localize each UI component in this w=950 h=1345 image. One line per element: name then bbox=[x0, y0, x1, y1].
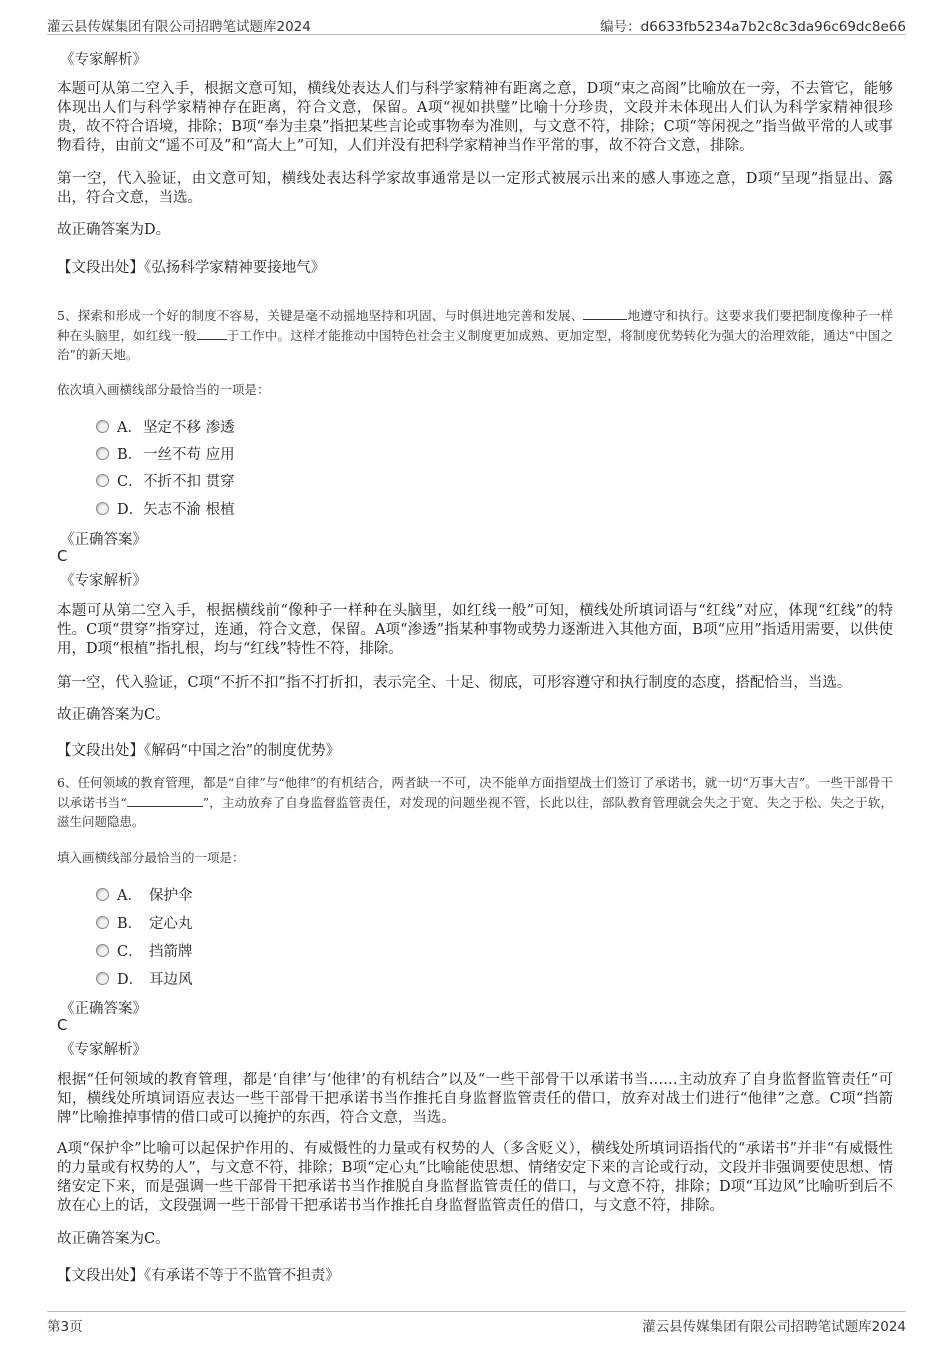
answer-text: 故正确答案为C。 bbox=[57, 707, 170, 723]
header-doc-id: 编号：d6633fb5234a7b2c8c3da96c69dc8e66 bbox=[600, 19, 906, 35]
correct-answer-label: 《正确答案》 bbox=[60, 1001, 147, 1017]
answer-statement bbox=[57, 706, 893, 725]
question-prompt: 依次填入画横线部分最恰当的一项是： bbox=[57, 382, 270, 397]
analysis-text: 根据“任何领域的教育管理，都是‘自律’与‘他律’的有机结合”以及“一些干部骨干以承诺书当……主动放弃了自身监督监管责任”可知，横线处所填词语应表达一些干部骨干把承诺书当作推托自身监督监管责任的借口，放弃对战士们进行“他律”之意。C项“挡箭牌”比喻推掉事情的借口或可以掩护的东西，符合文意，当选。 bbox=[57, 1072, 893, 1126]
radio-icon[interactable] bbox=[96, 972, 109, 985]
answer-text: 故正确答案为C。 bbox=[57, 1231, 170, 1247]
option-letter: B． bbox=[117, 447, 143, 463]
stem-part: ”，主动放弃了自身监督监管责任，对发现的问题坐视不管，长此以往，部队教育管理就会失之于宽、失之于松、失之于软，滋生问题隐患。 bbox=[57, 794, 893, 829]
radio-icon[interactable] bbox=[96, 502, 109, 515]
option-letter: A． bbox=[117, 888, 142, 904]
option-text: 一丝不苟 应用 bbox=[143, 447, 235, 463]
option-letter: C． bbox=[117, 944, 143, 960]
analysis-paragraph bbox=[57, 170, 893, 208]
option-text: 不折不扣 贯穿 bbox=[143, 474, 235, 490]
radio-icon[interactable] bbox=[96, 916, 109, 929]
option-letter: C． bbox=[117, 474, 143, 490]
correct-answer-label: 《正确答案》 bbox=[60, 532, 147, 548]
footer-title: 灌云县传媒集团有限公司招聘笔试题库2024 bbox=[642, 1319, 906, 1335]
header-title: 灌云县传媒集团有限公司招聘笔试题库2024 bbox=[47, 19, 311, 35]
radio-icon[interactable] bbox=[96, 888, 109, 901]
stem-part: 5、探索和形成一个好的制度不容易，关键是毫不动摇地坚持和巩固、与时俱进地完善和发展、 bbox=[57, 308, 584, 323]
stem-part: 地遵守和执行。这要求我们要把制度像种子一样种在头脑里，如红线一般 bbox=[57, 308, 893, 343]
analysis-text: 第一空，代入验证，C项“不折不扣”指不打折扣，表示完全、十足、彻底，可形容遵守和执行制度的态度，搭配恰当，当选。 bbox=[57, 675, 852, 691]
question-5-stem bbox=[57, 306, 893, 365]
option-letter: D． bbox=[117, 502, 144, 518]
page-number: 第3页 bbox=[47, 1319, 83, 1335]
option-text: 坚定不移 渗透 bbox=[143, 420, 235, 436]
analysis-text: 第一空，代入验证，由文意可知，横线处表达科学家故事通常是以一定形式被展示出来的感人事迹之意，D项“呈现”指显出、露出，符合文意，当选。 bbox=[57, 171, 893, 206]
option-letter: A． bbox=[117, 420, 142, 436]
stem-part: 6、任何领域的教育管理，都是“自律”与“他律”的有机结合，两者缺一不可，决不能单方面指望战士们签订了承诺书，就一切“万事大吉”。一些干部骨干以承诺书当“ bbox=[57, 775, 893, 810]
analysis-paragraph bbox=[57, 1071, 893, 1128]
correct-answer-value: C bbox=[57, 1016, 68, 1034]
radio-icon[interactable] bbox=[96, 474, 109, 487]
option-letter: D． bbox=[117, 972, 144, 988]
analysis-paragraph bbox=[57, 674, 893, 693]
option-text: 定心丸 bbox=[149, 916, 193, 932]
fill-blank bbox=[127, 793, 203, 807]
page-footer bbox=[47, 1311, 906, 1334]
analysis-paragraph bbox=[57, 602, 893, 659]
radio-icon[interactable] bbox=[96, 447, 109, 460]
option-letter: B． bbox=[117, 916, 143, 932]
source-citation: 【文段出处】《弘扬科学家精神要接地气》 bbox=[57, 260, 326, 276]
option-text: 保护伞 bbox=[149, 888, 193, 904]
analysis-paragraph bbox=[57, 80, 893, 156]
expert-analysis-label: 《专家解析》 bbox=[60, 573, 147, 589]
option-text: 矢志不渝 根植 bbox=[143, 502, 235, 518]
analysis-text: 本题可从第二空入手，根据横线前“像种子一样种在头脑里，如红线一般”可知，横线处所填词语与“红线”对应，体现“红线”的特性。C项“贯穿”指穿过，连通，符合文意，保留。A项“渗透”指某种事物或势力逐渐进入其他方面，B项“应用”指适用需要，以供使用，D项“根植”指扎根，均与“红线”特性不符，排除。 bbox=[57, 603, 893, 657]
radio-icon[interactable] bbox=[96, 420, 109, 433]
answer-statement bbox=[57, 1230, 893, 1249]
question-6-stem bbox=[57, 773, 893, 832]
fill-blank bbox=[197, 326, 227, 340]
radio-icon[interactable] bbox=[96, 944, 109, 957]
source-citation: 【文段出处】《解码“中国之治”的制度优势》 bbox=[57, 743, 341, 759]
analysis-paragraph bbox=[57, 1140, 893, 1216]
analysis-text: A项“保护伞”比喻可以起保护作用的、有威慑性的力量或有权势的人（多含贬义），横线处所填词语指代的“承诺书”并非“有威慑性的力量或有权势的人”，与文意不符，排除；B项“定心丸”比喻能使思想、情绪安定下来的言论或行动，文段并非强调要使思想、情绪安定下来，而是强调一些干部骨干把承诺书当作推脱自身监督监管责任的借口，与文意不符，排除；D项“耳边风”比喻听到后不放在心上的话，文段强调一些干部骨干把承诺书当作推托自身监督监管责任的借口，与文意不符，排除。 bbox=[57, 1141, 893, 1214]
expert-analysis-label: 《专家解析》 bbox=[60, 52, 147, 68]
option-text: 耳边风 bbox=[149, 972, 193, 988]
stem-part: 于工作中。这样才能推动中国特色社会主义制度更加成熟、更加定型，将制度优势转化为强大的治理效能，通达“中国之治”的新天地。 bbox=[57, 327, 893, 362]
answer-text: 故正确答案为D。 bbox=[57, 222, 171, 238]
analysis-text: 本题可从第二空入手，根据文意可知，横线处表达人们与科学家精神有距离之意，D项“束之高阁”比喻放在一旁，不去管它，能够体现出人们与科学家精神存在距离，符合文意，保留。A项“视如拱璧”比喻十分珍贵，文段并未体现出人们认为科学家精神很珍贵，故不符合语境，排除；B项“奉为圭臬”指把某些言论或事物奉为准则，与文意不符，排除；C项“等闲视之”指当做平常的人或事物看待，由前文“遥不可及”和“高大上”可知，人们并没有把科学家精神当作平常的事，故不符合文意，排除。 bbox=[57, 81, 893, 154]
page-header bbox=[47, 12, 906, 35]
expert-analysis-label: 《专家解析》 bbox=[60, 1042, 147, 1058]
source-citation: 【文段出处】《有承诺不等于不监管不担责》 bbox=[57, 1268, 340, 1284]
question-prompt: 填入画横线部分最恰当的一项是： bbox=[57, 850, 245, 865]
answer-statement bbox=[57, 221, 893, 240]
fill-blank bbox=[583, 306, 627, 320]
option-text: 挡箭牌 bbox=[149, 944, 193, 960]
correct-answer-value: C bbox=[57, 547, 68, 565]
